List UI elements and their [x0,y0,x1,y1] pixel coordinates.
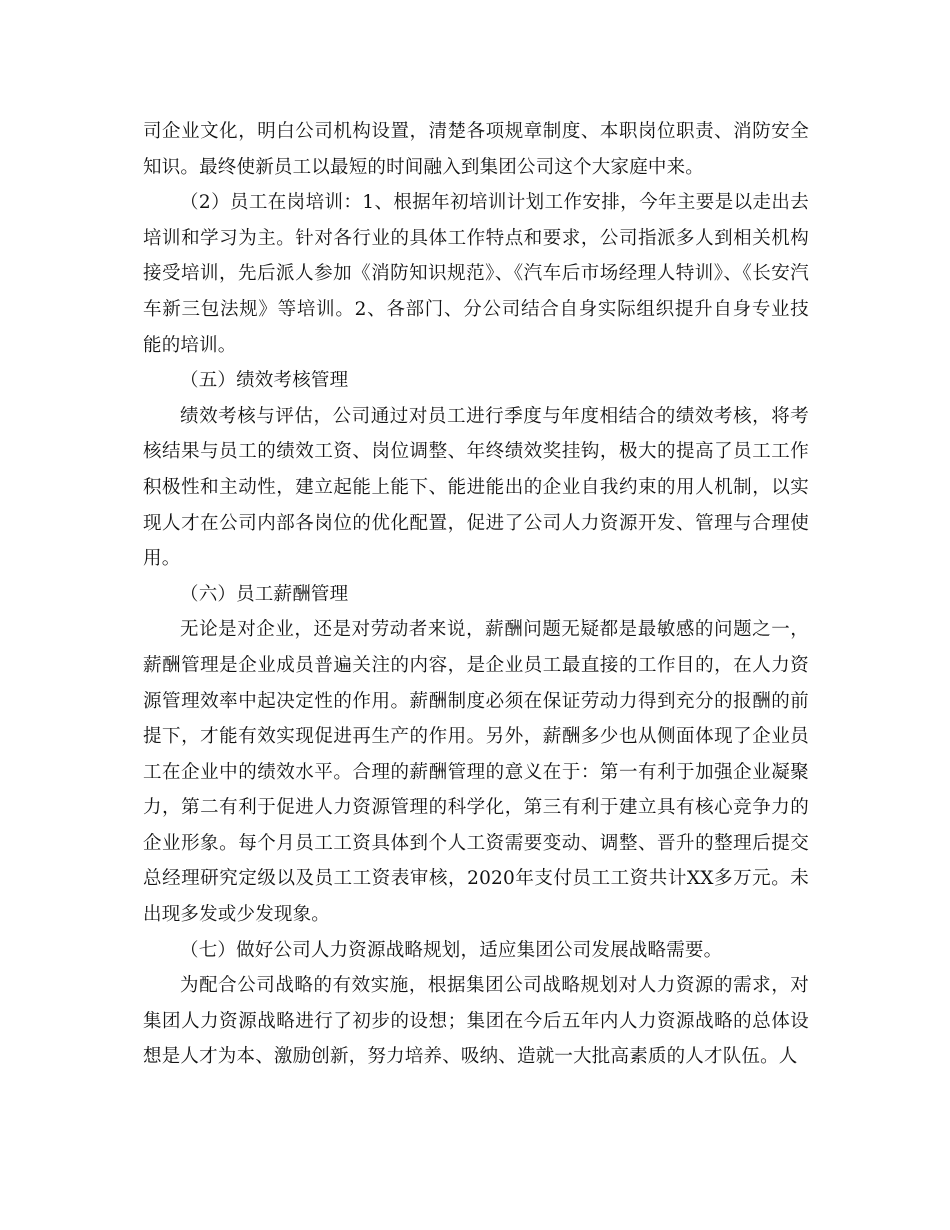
section-heading-hr-strategy: （七）做好公司人力资源战略规划，适应集团公司发展战略需要。 [180,939,723,961]
paragraph-performance: 绩效考核与评估，公司通过对员工进行季度与年度相结合的绩效考核，将考核结果与员工的绩效工资、岗位调整、年终绩效奖挂钩，极大的提高了员工工作积极性和主动性，建立起能上能下、能进能出的企业自我约束的用人机制，以实现人才在公司内部各岗位的优化配置，促进了公司人力资源开发、管理与合理使用。 [143,405,809,570]
paragraph-hr-strategy: 为配合公司战略的有效实施，根据集团公司战略规划对人力资源的需求，对集团人力资源战略进行了初步的设想；集团在今后五年内人力资源战略的总体设想是人才为本、激励创新，努力培养、吸纳、造就一大批高素质的人才队伍。人 [143,975,809,1068]
paragraph-salary: 无论是对企业，还是对劳动者来说，薪酬问题无疑都是最敏感的问题之一，薪酬管理是企业成员普遍关注的内容，是企业员工最直接的工作目的，在人力资源管理效率中起决定性的作用。薪酬制度必须在保证劳动力得到充分的报酬的前提下，才能有效实现促进再生产的作用。另外，薪酬多少也从侧面体现了企业员工在企业中的绩效水平。合理的薪酬管理的意义在于：第一有利于加强企业凝聚力，第二有利于促进人力资源管理的科学化，第三有利于建立具有核心竞争力的企业形象。每个月员工工资具体到个人工资需要变动、调整、晋升的整理后提交总经理研究定级以及员工工资表审核，2020年支付员工工资共计XX多万元。未出现多发或少发现象。 [143,619,809,926]
paragraph-continued: 司企业文化，明白公司机构设置，清楚各项规章制度、本职岗位职责、消防安全知识。最终使新员工以最短的时间融入到集团公司这个大家庭中来。 [143,121,809,178]
paragraph-on-job-training: （2）员工在岗培训：1、根据年初培训计划工作安排，今年主要是以走出去培训和学习为主。针对各行业的具体工作特点和要求，公司指派多人到相关机构接受培训，先后派人参加《消防知识规范》、《汽车后市场经理人特训》、《长安汽车新三包法规》等培训。2、各部门、分公司结合自身实际组织提升自身专业技能的培训。 [143,192,809,356]
document-body [143,114,809,1075]
section-heading-performance: （五）绩效考核管理 [180,370,349,392]
section-heading-salary: （六）员工薪酬管理 [180,583,349,605]
